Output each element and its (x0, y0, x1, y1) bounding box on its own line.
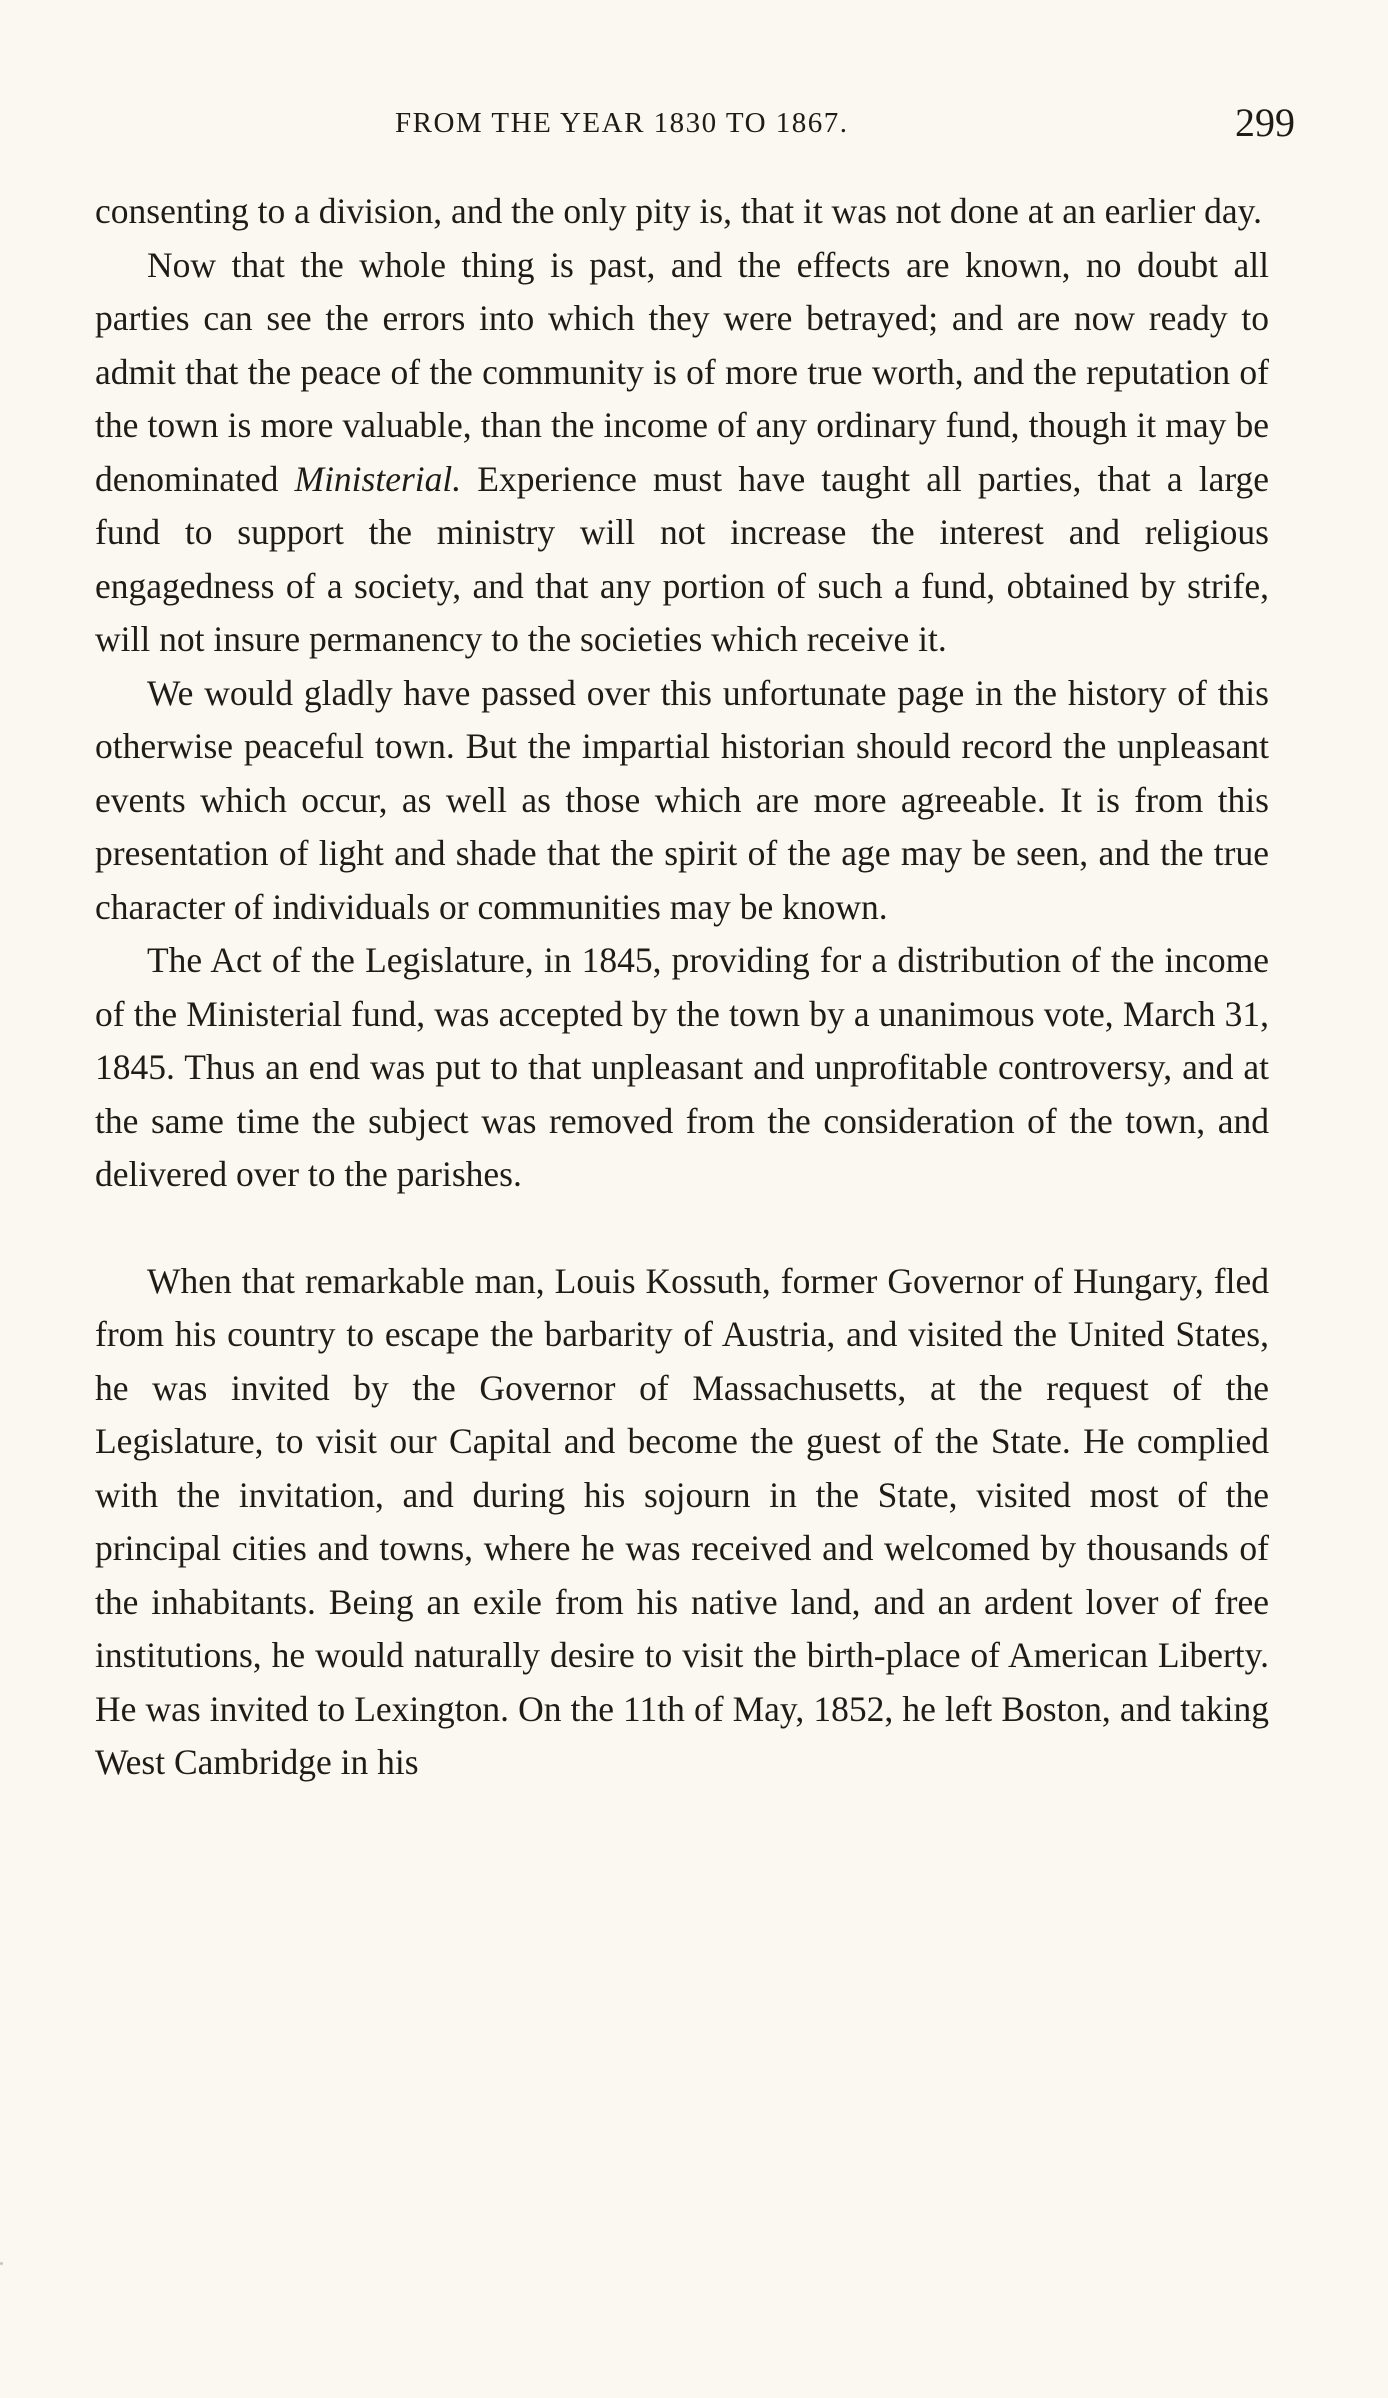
paragraph-text: consenting to a division, and the only pity is, that it was not done at an earlier day. (95, 191, 1262, 231)
page-number: 299 (1235, 100, 1295, 145)
paragraph-text: The Act of the Legislature, in 1845, providing for a distribution of the income of the Ministerial fund, was accepted by the town by a unanimous vote, March 31, 1845. Thus an end was put to that unpleasant and unprofitable controversy, and at the same time the subject was removed from the consideration of the town, and delivered over to the parishes. (95, 940, 1269, 1194)
paragraph-kossuth (95, 1255, 1269, 1790)
paragraph-text-after: Experience must have taught all parties, that a large fund to support the ministry will not increase the interest and religious engagedness of a society, and that any portion of such a fund, obtained by strife, will not insure permanency to the societies which receive it. (95, 458, 1270, 659)
italic-term: Ministerial. (294, 458, 462, 499)
paper-speck (0, 2262, 3, 2265)
paragraph-aftermath (95, 239, 1269, 667)
paragraph-text: Now that the whole thing is past, and the effects are known, no doubt all parties can see the errors into which they were betrayed; and are now ready to admit that the peace of the community is of more true worth, and the reputation of the town is more valuable, than the income of any ordinary fund, though it may be denominated (95, 244, 1269, 499)
paragraph-text: When that remarkable man, Louis Kossuth, former Governor of Hungary, fled from his country to escape the barbarity of Austria, and visited the United States, he was invited by the Governor of Massachusetts, at the request of the Legislature, to visit our Capital and become the guest of the State. He complied with the invitation, and during his sojourn in the State, visited most of the principal cities and towns, where he was received and welcomed by thousands of the inhabitants. Being an exile from his native land, and an ardent lover of free institutions, he would naturally desire to visit the birth-place of American Liberty. He was invited to Lexington. On the 11th of May, 1852, he left Boston, and taking West Cambridge in his (95, 1260, 1269, 1782)
paragraph-text: We would gladly have passed over this unfortunate page in the history of this otherwise peaceful town. But the impartial historian should record the unpleasant events which occur, as well as those which are more agreeable. It is from this presentation of light and shade that the spirit of the age may be seen, and the true character of individuals or communities may be known. (95, 672, 1269, 927)
section-gap (95, 1202, 1269, 1255)
body-text (95, 185, 1269, 1790)
running-head (95, 95, 1295, 155)
paragraph-act-1845 (95, 934, 1269, 1202)
paragraph-historian (95, 667, 1269, 935)
paragraph-continuation (95, 185, 1269, 239)
running-title: FROM THE YEAR 1830 TO 1867. (395, 107, 849, 139)
